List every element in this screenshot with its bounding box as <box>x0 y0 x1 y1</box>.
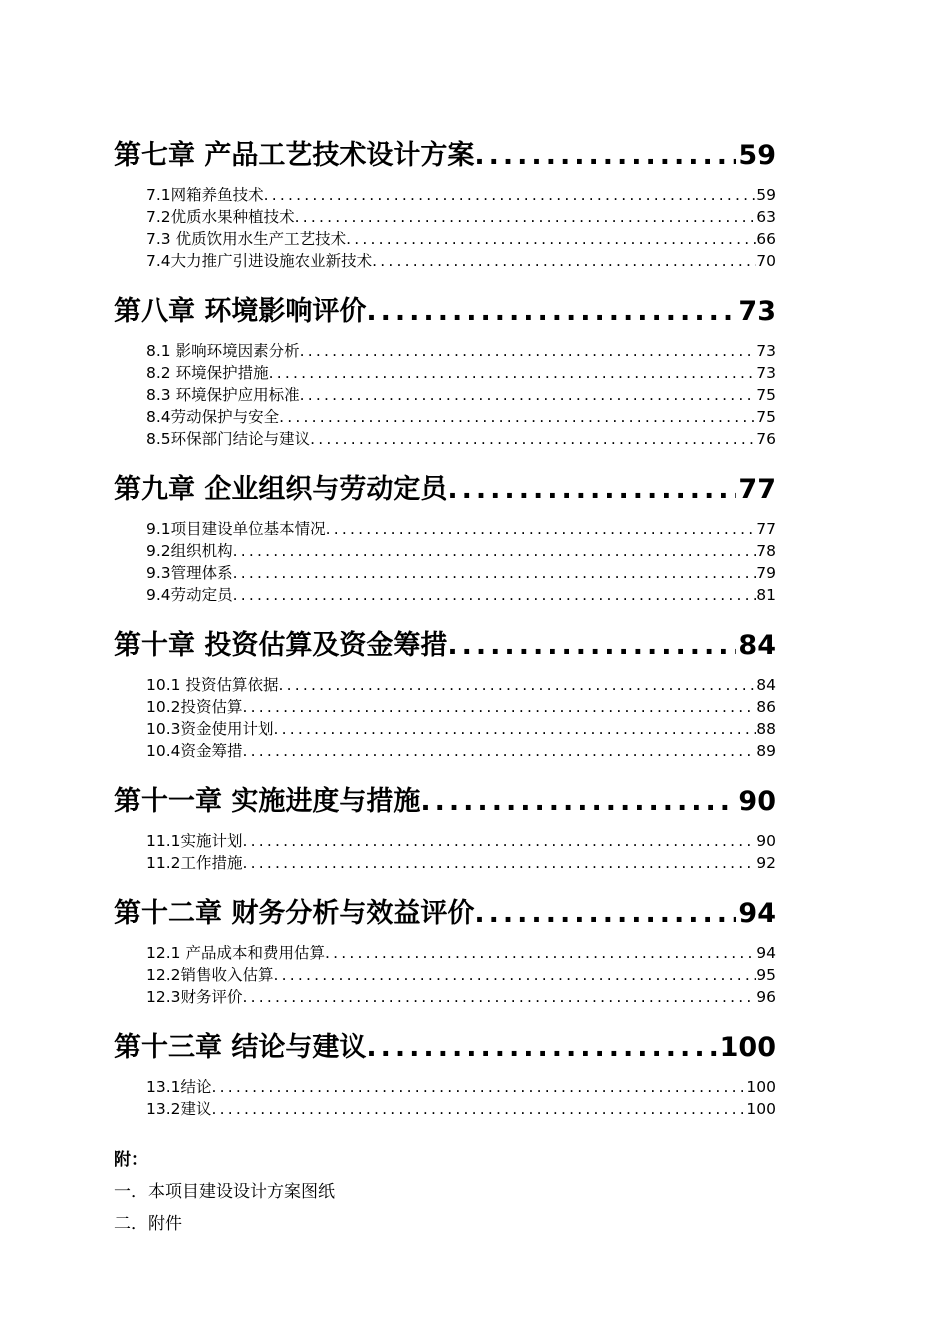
dot-leader <box>243 986 757 1008</box>
section-page-number: 95 <box>756 966 776 984</box>
section-page-number: 63 <box>756 208 776 226</box>
toc-chapter <box>114 470 776 606</box>
section-entry[interactable] <box>146 1098 776 1120</box>
chapter-page-number: 77 <box>738 474 776 505</box>
section-title: 9.3管理体系 <box>146 564 233 582</box>
section-page-number: 79 <box>756 564 776 582</box>
chapter-entry[interactable] <box>114 626 776 666</box>
section-title: 10.4资金筹措 <box>146 742 243 760</box>
section-title: 13.1结论 <box>146 1078 212 1096</box>
section-page-number: 100 <box>746 1078 776 1096</box>
section-title: 7.4大力推广引进设施农业新技术 <box>146 252 373 270</box>
section-title: 12.3财务评价 <box>146 988 243 1006</box>
chapter-entry[interactable] <box>114 136 776 176</box>
chapter-title: 第十章 投资估算及资金筹措 <box>114 630 448 661</box>
section-entry[interactable] <box>146 830 776 852</box>
section-entry[interactable] <box>146 340 776 362</box>
dot-leader <box>212 1098 747 1120</box>
section-list <box>114 674 776 762</box>
section-entry[interactable] <box>146 362 776 384</box>
dot-leader <box>346 228 756 250</box>
section-page-number: 100 <box>746 1100 776 1118</box>
section-title: 12.2销售收入估算 <box>146 966 274 984</box>
section-title: 8.2 环境保护措施 <box>146 364 269 382</box>
section-entry[interactable] <box>146 384 776 406</box>
section-list <box>114 340 776 450</box>
chapter-page-number: 84 <box>738 630 776 661</box>
dot-leader <box>278 674 756 696</box>
section-entry[interactable] <box>146 986 776 1008</box>
section-list <box>114 830 776 874</box>
section-title: 9.2组织机构 <box>146 542 233 560</box>
section-page-number: 77 <box>756 520 776 538</box>
section-page-number: 75 <box>756 408 776 426</box>
section-page-number: 81 <box>756 586 776 604</box>
dot-leader <box>372 250 756 272</box>
dot-leader <box>243 830 757 852</box>
dot-leader <box>447 470 736 510</box>
section-page-number: 92 <box>756 854 776 872</box>
section-title: 10.3资金使用计划 <box>146 720 274 738</box>
dot-leader <box>366 292 736 332</box>
section-title: 12.1 产品成本和费用估算 <box>146 944 325 962</box>
section-list <box>114 942 776 1008</box>
chapter-page-number: 100 <box>719 1032 776 1063</box>
section-title: 10.1 投资估算依据 <box>146 676 279 694</box>
section-list <box>114 184 776 272</box>
section-entry[interactable] <box>146 740 776 762</box>
section-title: 9.4劳动定员 <box>146 586 233 604</box>
appendix-item: 一．本项目建设设计方案图纸 <box>114 1182 335 1202</box>
dot-leader <box>474 136 736 176</box>
section-page-number: 66 <box>756 230 776 248</box>
dot-leader <box>243 740 757 762</box>
section-entry[interactable] <box>146 1076 776 1098</box>
chapter-title: 第十二章 财务分析与效益评价 <box>114 898 475 929</box>
section-page-number: 96 <box>756 988 776 1006</box>
section-entry[interactable] <box>146 964 776 986</box>
section-title: 8.5环保部门结论与建议 <box>146 430 311 448</box>
section-entry[interactable] <box>146 942 776 964</box>
section-title: 13.2建议 <box>146 1100 212 1118</box>
section-entry[interactable] <box>146 696 776 718</box>
section-entry[interactable] <box>146 184 776 206</box>
dot-leader <box>269 362 757 384</box>
section-title: 11.1实施计划 <box>146 832 243 850</box>
section-page-number: 86 <box>756 698 776 716</box>
section-entry[interactable] <box>146 562 776 584</box>
chapter-entry[interactable] <box>114 292 776 332</box>
appendix <box>114 1148 335 1236</box>
toc-chapter <box>114 136 776 272</box>
chapter-page-number: 94 <box>738 898 776 929</box>
toc-chapter <box>114 626 776 762</box>
section-page-number: 89 <box>756 742 776 760</box>
chapter-entry[interactable] <box>114 782 776 822</box>
dot-leader <box>279 406 756 428</box>
section-title: 11.2工作措施 <box>146 854 243 872</box>
section-page-number: 76 <box>756 430 776 448</box>
section-entry[interactable] <box>146 718 776 740</box>
section-page-number: 59 <box>756 186 776 204</box>
section-entry[interactable] <box>146 228 776 250</box>
section-list <box>114 1076 776 1120</box>
dot-leader <box>310 428 756 450</box>
chapter-title: 第十一章 实施进度与措施 <box>114 786 421 817</box>
section-page-number: 70 <box>756 252 776 270</box>
section-page-number: 88 <box>756 720 776 738</box>
dot-leader <box>420 782 736 822</box>
section-entry[interactable] <box>146 206 776 228</box>
section-page-number: 75 <box>756 386 776 404</box>
section-title: 8.1 影响环境因素分析 <box>146 342 300 360</box>
chapter-entry[interactable] <box>114 1028 776 1068</box>
section-entry[interactable] <box>146 852 776 874</box>
section-title: 9.1项目建设单位基本情况 <box>146 520 326 538</box>
appendix-heading: 附： <box>114 1150 148 1170</box>
dot-leader <box>243 696 757 718</box>
dot-leader <box>325 942 756 964</box>
section-page-number: 73 <box>756 342 776 360</box>
section-title: 7.2优质水果种植技术 <box>146 208 295 226</box>
section-page-number: 84 <box>756 676 776 694</box>
section-page-number: 73 <box>756 364 776 382</box>
section-entry[interactable] <box>146 406 776 428</box>
dot-leader <box>233 562 757 584</box>
dot-leader <box>326 518 757 540</box>
chapter-page-number: 59 <box>738 140 776 171</box>
dot-leader <box>366 1028 717 1068</box>
dot-leader <box>212 1076 747 1098</box>
toc-chapter <box>114 894 776 1008</box>
section-title: 8.3 环境保护应用标准 <box>146 386 300 404</box>
section-title: 7.3 优质饮用水生产工艺技术 <box>146 230 347 248</box>
section-title: 10.2投资估算 <box>146 698 243 716</box>
section-title: 8.4劳动保护与安全 <box>146 408 280 426</box>
section-entry[interactable] <box>146 518 776 540</box>
section-page-number: 78 <box>756 542 776 560</box>
chapter-title: 第八章 环境影响评价 <box>114 296 367 327</box>
dot-leader <box>264 184 757 206</box>
section-entry[interactable] <box>146 584 776 606</box>
section-page-number: 94 <box>756 944 776 962</box>
appendix-item: 二．附件 <box>114 1214 182 1234</box>
dot-leader <box>243 852 757 874</box>
section-list <box>114 518 776 606</box>
dot-leader <box>274 964 757 986</box>
section-title: 7.1网箱养鱼技术 <box>146 186 264 204</box>
toc-chapter <box>114 1028 776 1120</box>
dot-leader <box>300 340 757 362</box>
dot-leader <box>295 206 757 228</box>
toc-chapter <box>114 292 776 450</box>
chapter-title: 第十三章 结论与建议 <box>114 1032 367 1063</box>
chapter-title: 第九章 企业组织与劳动定员 <box>114 474 448 505</box>
chapter-page-number: 90 <box>738 786 776 817</box>
toc-chapter <box>114 782 776 874</box>
table-of-contents <box>114 136 776 1140</box>
section-entry[interactable] <box>146 674 776 696</box>
chapter-title: 第七章 产品工艺技术设计方案 <box>114 140 475 171</box>
section-entry[interactable] <box>146 250 776 272</box>
chapter-page-number: 73 <box>738 296 776 327</box>
dot-leader <box>300 384 757 406</box>
chapter-entry[interactable] <box>114 894 776 934</box>
section-page-number: 90 <box>756 832 776 850</box>
dot-leader <box>233 584 757 606</box>
dot-leader <box>474 894 736 934</box>
dot-leader <box>274 718 757 740</box>
dot-leader <box>447 626 736 666</box>
section-entry[interactable] <box>146 428 776 450</box>
section-entry[interactable] <box>146 540 776 562</box>
chapter-entry[interactable] <box>114 470 776 510</box>
dot-leader <box>233 540 757 562</box>
